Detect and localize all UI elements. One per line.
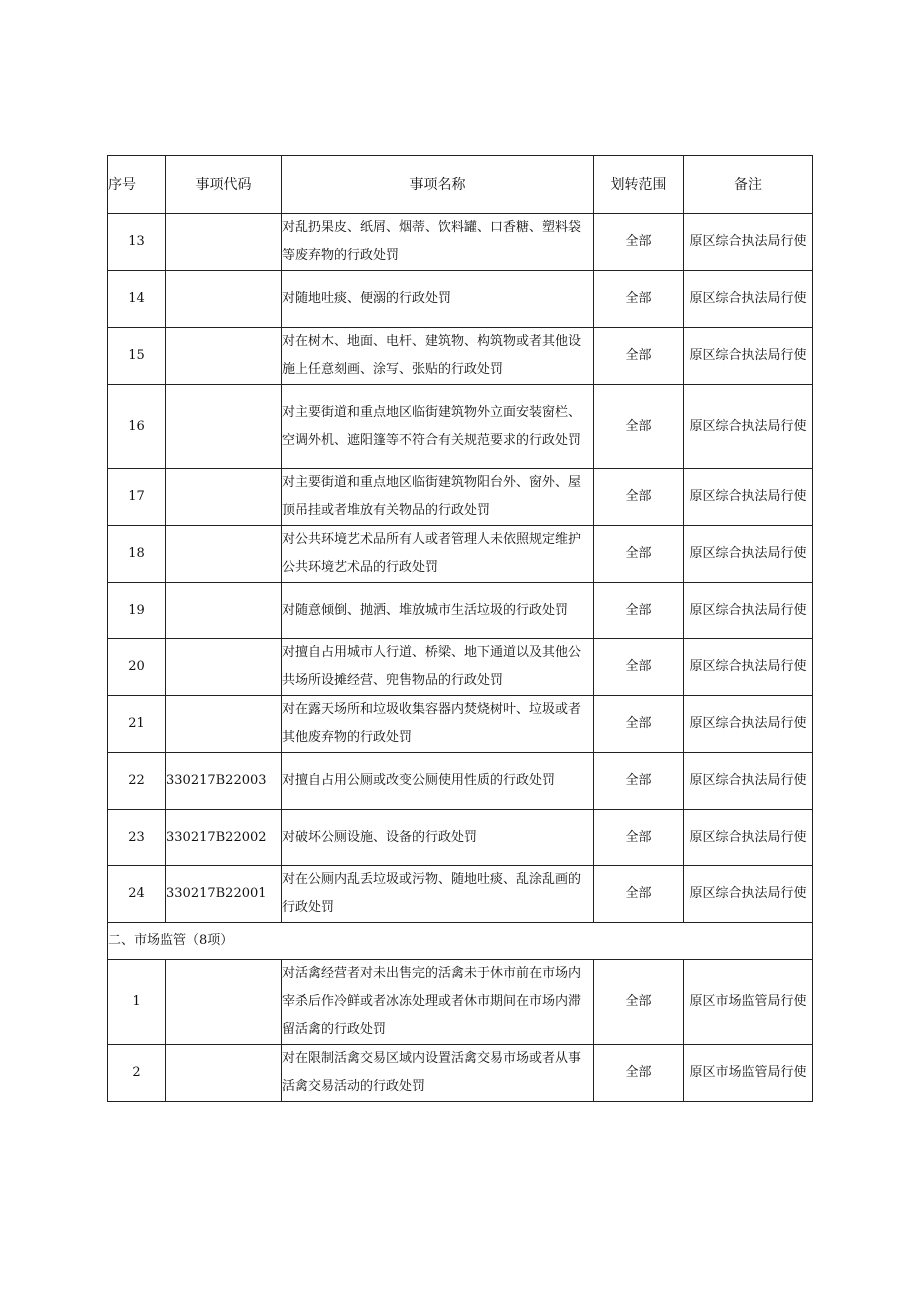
row-seq: 20: [108, 639, 166, 696]
row-name: 对主要街道和重点地区临街建筑物阳台外、窗外、屋顶吊挂或者堆放有关物品的行政处罚: [282, 469, 594, 526]
row-code: [166, 469, 282, 526]
table-row: [108, 696, 813, 753]
row-seq: 24: [108, 866, 166, 923]
table-row: [108, 866, 813, 923]
section-row: [108, 923, 813, 960]
table-row: [108, 526, 813, 583]
row-note: 原区综合执法局行使: [684, 753, 813, 810]
row-scope: 全部: [594, 214, 684, 271]
row-note: 原区综合执法局行使: [684, 271, 813, 328]
row-note: 原区综合执法局行使: [684, 866, 813, 923]
row-note: 原区综合执法局行使: [684, 526, 813, 583]
row-name: 对公共环境艺术品所有人或者管理人未依照规定维护公共环境艺术品的行政处罚: [282, 526, 594, 583]
table-row: [108, 385, 813, 469]
table-row: [108, 753, 813, 810]
table-row: [108, 271, 813, 328]
row-seq: 16: [108, 385, 166, 469]
row-seq: 23: [108, 810, 166, 866]
row-seq: 21: [108, 696, 166, 753]
row-code: [166, 385, 282, 469]
header-scope: 划转范围: [594, 156, 684, 214]
row-code: [166, 526, 282, 583]
row-code: [166, 960, 282, 1045]
row-scope: 全部: [594, 469, 684, 526]
table-row: [108, 960, 813, 1045]
header-code: 事项代码: [166, 156, 282, 214]
row-seq: 17: [108, 469, 166, 526]
row-scope: 全部: [594, 960, 684, 1045]
row-name: 对在限制活禽交易区域内设置活禽交易市场或者从事活禽交易活动的行政处罚: [282, 1045, 594, 1102]
row-note: 原区市场监管局行使: [684, 1045, 813, 1102]
enforcement-items-table: [107, 155, 813, 1102]
row-note: 原区综合执法局行使: [684, 214, 813, 271]
row-name: 对乱扔果皮、纸屑、烟蒂、饮料罐、口香糖、塑料袋等废弃物的行政处罚: [282, 214, 594, 271]
row-name: 对在露天场所和垃圾收集容器内焚烧树叶、垃圾或者其他废弃物的行政处罚: [282, 696, 594, 753]
row-note: 原区综合执法局行使: [684, 328, 813, 385]
row-note: 原区综合执法局行使: [684, 639, 813, 696]
row-name: 对擅自占用公厕或改变公厕使用性质的行政处罚: [282, 753, 594, 810]
row-name: 对随地吐痰、便溺的行政处罚: [282, 271, 594, 328]
row-code: 330217B22003: [166, 753, 282, 810]
row-scope: 全部: [594, 1045, 684, 1102]
row-seq: 13: [108, 214, 166, 271]
row-seq: 19: [108, 583, 166, 639]
row-code: 330217B22001: [166, 866, 282, 923]
row-note: 原区综合执法局行使: [684, 583, 813, 639]
table-row: [108, 583, 813, 639]
table-row: [108, 328, 813, 385]
row-note: 原区综合执法局行使: [684, 696, 813, 753]
row-seq: 18: [108, 526, 166, 583]
row-name: 对破坏公厕设施、设备的行政处罚: [282, 810, 594, 866]
row-name: 对主要街道和重点地区临街建筑物外立面安装窗栏、空调外机、遮阳篷等不符合有关规范要求的行政处罚: [282, 385, 594, 469]
row-scope: 全部: [594, 271, 684, 328]
row-scope: 全部: [594, 753, 684, 810]
header-note: 备注: [684, 156, 813, 214]
row-code: 330217B22002: [166, 810, 282, 866]
table-row: [108, 810, 813, 866]
row-seq: 15: [108, 328, 166, 385]
row-scope: 全部: [594, 583, 684, 639]
table-row: [108, 214, 813, 271]
row-note: 原区综合执法局行使: [684, 469, 813, 526]
row-code: [166, 328, 282, 385]
row-note: 原区市场监管局行使: [684, 960, 813, 1045]
row-note: 原区综合执法局行使: [684, 385, 813, 469]
row-seq: 1: [108, 960, 166, 1045]
row-scope: 全部: [594, 810, 684, 866]
row-seq: 22: [108, 753, 166, 810]
row-code: [166, 214, 282, 271]
row-scope: 全部: [594, 696, 684, 753]
header-seq: 序号: [108, 156, 166, 214]
row-name: 对随意倾倒、抛洒、堆放城市生活垃圾的行政处罚: [282, 583, 594, 639]
table-row: [108, 1045, 813, 1102]
row-seq: 14: [108, 271, 166, 328]
header-row: [108, 156, 813, 214]
row-scope: 全部: [594, 328, 684, 385]
row-scope: 全部: [594, 385, 684, 469]
section-title: 二、市场监管（8项）: [108, 923, 813, 960]
row-name: 对在树木、地面、电杆、建筑物、构筑物或者其他设施上任意刻画、涂写、张贴的行政处罚: [282, 328, 594, 385]
row-code: [166, 639, 282, 696]
row-scope: 全部: [594, 526, 684, 583]
row-scope: 全部: [594, 866, 684, 923]
table-row: [108, 639, 813, 696]
row-code: [166, 583, 282, 639]
table-row: [108, 469, 813, 526]
row-scope: 全部: [594, 639, 684, 696]
row-code: [166, 1045, 282, 1102]
row-name: 对活禽经营者对未出售完的活禽未于休市前在市场内宰杀后作冷鲜或者冰冻处理或者休市期间在市场内滞留活禽的行政处罚: [282, 960, 594, 1045]
row-name: 对在公厕内乱丢垃圾或污物、随地吐痰、乱涂乱画的行政处罚: [282, 866, 594, 923]
header-name: 事项名称: [282, 156, 594, 214]
row-code: [166, 696, 282, 753]
row-seq: 2: [108, 1045, 166, 1102]
row-code: [166, 271, 282, 328]
row-note: 原区综合执法局行使: [684, 810, 813, 866]
row-name: 对擅自占用城市人行道、桥梁、地下通道以及其他公共场所设摊经营、兜售物品的行政处罚: [282, 639, 594, 696]
